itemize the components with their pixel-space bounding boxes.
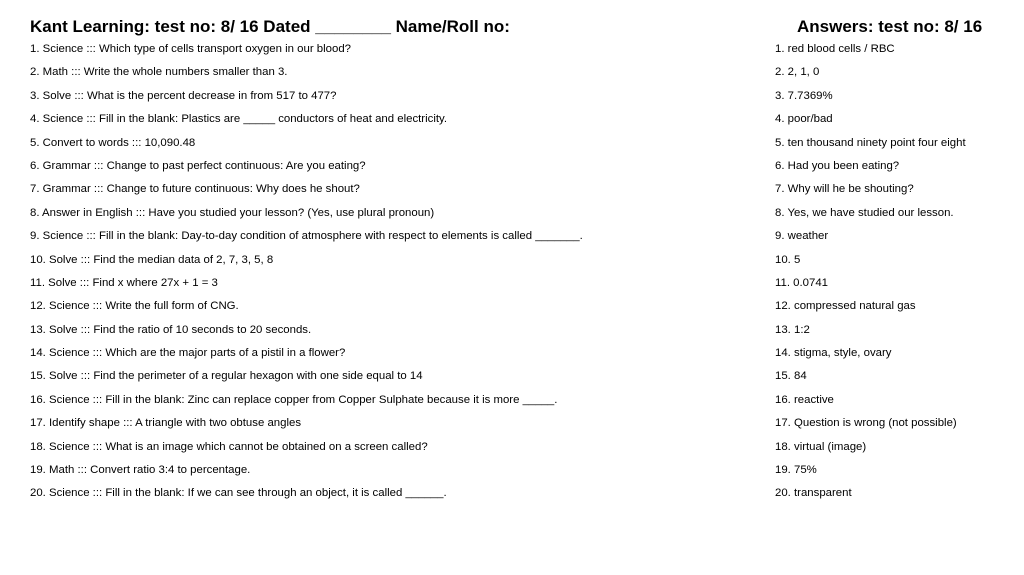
page-title: Kant Learning: test no: 8/ 16 Dated ________ Name/Roll no: (30, 17, 510, 36)
answer-item: 13. 1:2 (775, 323, 810, 336)
answer-item: 5. ten thousand ninety point four eight (775, 136, 966, 149)
question-item: 17. Identify shape ::: A triangle with two obtuse angles (30, 417, 302, 430)
answer-item: 8. Yes, we have studied our lesson. (775, 206, 954, 219)
answer-item: 11. 0.0741 (775, 276, 828, 289)
answer-item: 14. stigma, style, ovary (775, 347, 892, 360)
question-item: 3. Solve ::: What is the percent decrease in from 517 to 477? (30, 89, 337, 102)
answer-item: 10. 5 (775, 253, 801, 266)
question-item: 13. Solve ::: Find the ratio of 10 seconds to 20 seconds. (30, 323, 312, 336)
question-item: 14. Science ::: Which are the major parts of a pistil in a flower? (30, 347, 346, 360)
answer-item: 17. Question is wrong (not possible) (775, 417, 957, 430)
answer-item: 20. transparent (775, 487, 852, 500)
question-item: 19. Math ::: Convert ratio 3:4 to percentage. (30, 464, 251, 477)
question-item: 6. Grammar ::: Change to past perfect continuous: Are you eating? (30, 159, 366, 172)
answer-item: 16. reactive (775, 393, 834, 406)
question-item: 5. Convert to words ::: 10,090.48 (30, 136, 196, 149)
question-item: 1. Science ::: Which type of cells transport oxygen in our blood? (30, 43, 352, 55)
answer-list (775, 42, 975, 510)
question-item: 11. Solve ::: Find x where 27x + 1 = 3 (30, 276, 218, 289)
question-item: 18. Science ::: What is an image which cannot be obtained on a screen called? (30, 440, 428, 453)
answer-item: 19. 75% (775, 464, 817, 477)
answer-item: 9. weather (775, 230, 829, 243)
question-item: 4. Science ::: Fill in the blank: Plastics are _____ conductors of heat and electricity. (30, 113, 448, 126)
answer-item: 2. 2, 1, 0 (775, 66, 820, 79)
answer-item: 7. Why will he be shouting? (775, 183, 914, 196)
question-item: 12. Science ::: Write the full form of CNG. (30, 300, 239, 313)
question-item: 20. Science ::: Fill in the blank: If we can see through an object, it is called ______. (30, 487, 447, 500)
question-item: 7. Grammar ::: Change to future continuous: Why does he shout? (30, 183, 360, 196)
answer-item: 15. 84 (775, 370, 807, 383)
answer-item: 4. poor/bad (775, 113, 833, 126)
question-item: 9. Science ::: Fill in the blank: Day-to-day condition of atmosphere with respect to elements is called _______. (30, 230, 583, 243)
question-list (30, 42, 760, 510)
answer-item: 1. red blood cells / RBC (775, 43, 895, 55)
answer-item: 18. virtual (image) (775, 440, 867, 453)
answer-item: 12. compressed natural gas (775, 300, 916, 313)
answers-title: Answers: test no: 8/ 16 (797, 17, 983, 36)
question-item: 15. Solve ::: Find the perimeter of a regular hexagon with one side equal to 14 (30, 370, 423, 383)
question-item: 8. Answer in English ::: Have you studied your lesson? (Yes, use plural pronoun) (30, 206, 435, 219)
answer-item: 3. 7.7369% (775, 89, 833, 102)
question-item: 2. Math ::: Write the whole numbers smaller than 3. (30, 66, 288, 79)
question-item: 16. Science ::: Fill in the blank: Zinc can replace copper from Copper Sulphate because it is more _____. (30, 393, 558, 406)
question-item: 10. Solve ::: Find the median data of 2, 7, 3, 5, 8 (30, 253, 274, 266)
answer-item: 6. Had you been eating? (775, 159, 900, 172)
